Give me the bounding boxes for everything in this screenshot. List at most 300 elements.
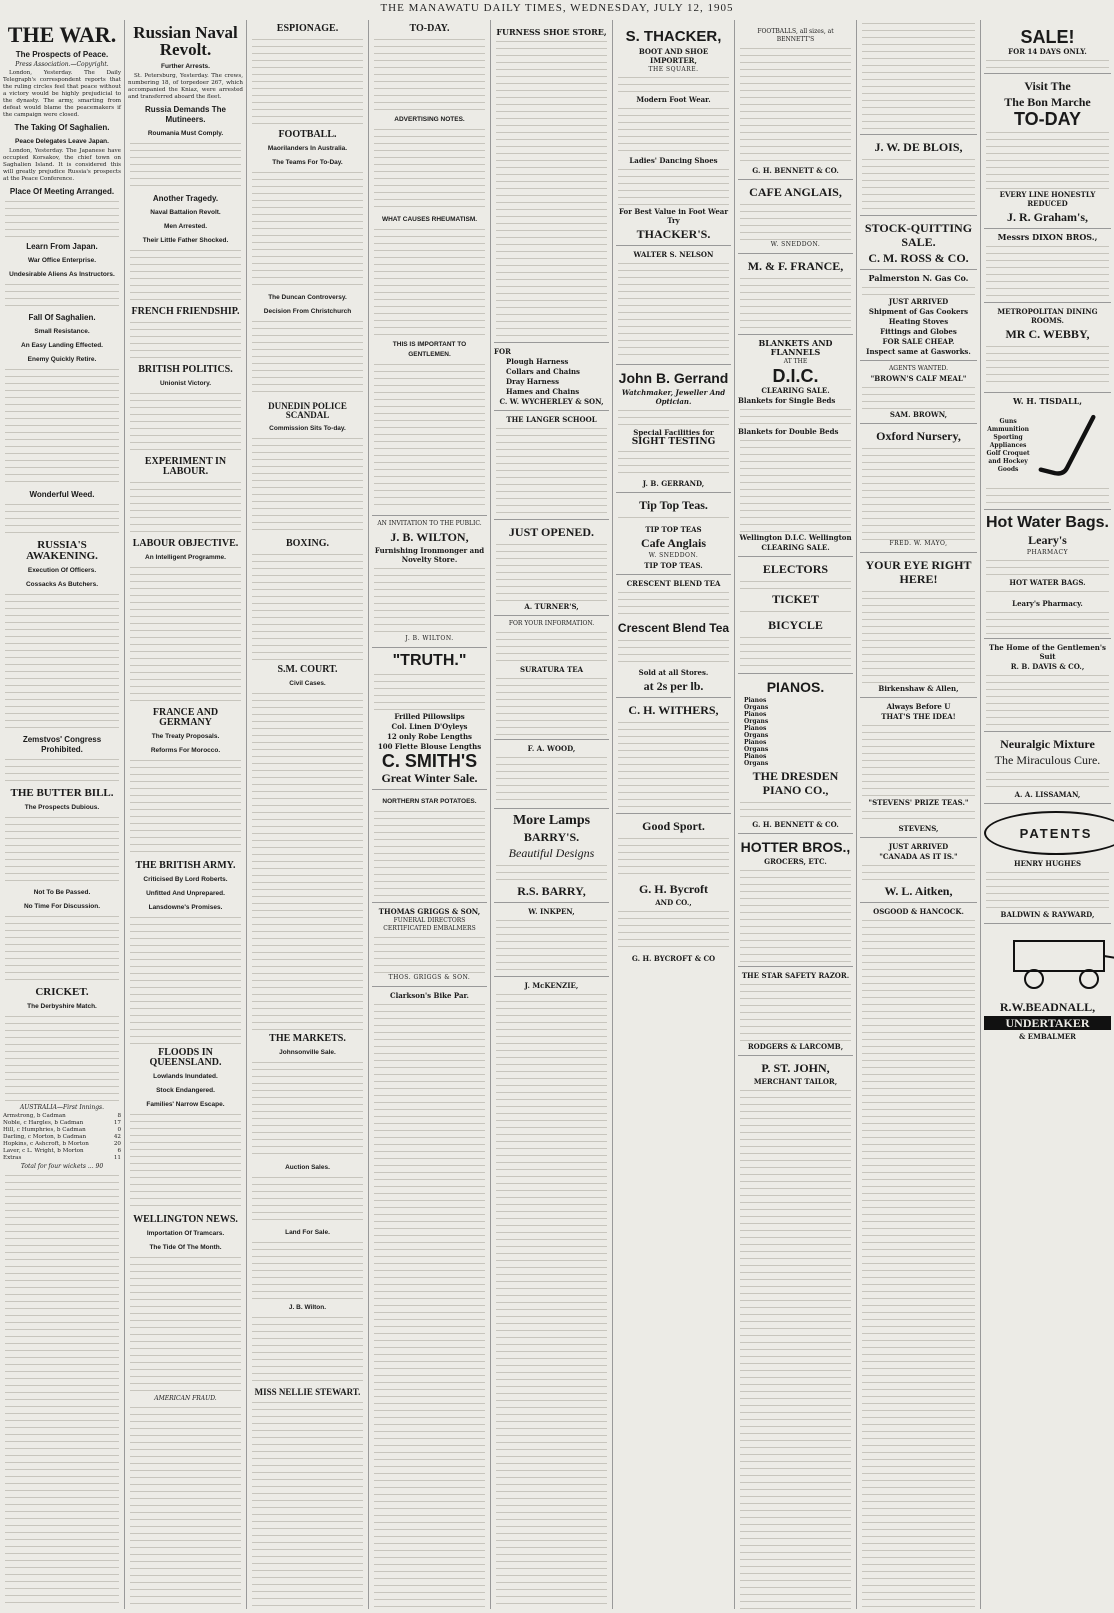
- ad-heading: FURNESS SHOE STORE,: [496, 27, 607, 37]
- advertisement: [616, 364, 731, 488]
- ad-heading: Neuralgic Mixture: [1000, 737, 1095, 751]
- text-block: [986, 869, 1109, 909]
- subheadline: The Prospects Dubious.: [24, 804, 100, 811]
- pianos-list-item: Organs: [744, 732, 769, 739]
- column-1: [0, 20, 124, 1609]
- advertisement: [860, 269, 977, 356]
- text-block: [374, 1001, 485, 1609]
- subheadline: Naval Battalion Revolt.: [150, 209, 221, 216]
- ad-heading: Tip Top Teas.: [639, 498, 708, 512]
- subheadline: ADVERTISING NOTES.: [394, 116, 465, 123]
- advertisement: [494, 739, 609, 804]
- ad-text: Inspect same at Gasworks.: [866, 347, 971, 356]
- ad-heading: D.I.C.: [772, 366, 819, 386]
- batsman-name: Noble, c Hargles, b Cadman: [3, 1120, 84, 1126]
- subheadline: Enemy Quickly Retire.: [27, 356, 97, 363]
- column-5: [490, 20, 612, 1609]
- ad-text: The Home of the Gentlemen's Suit: [988, 643, 1106, 661]
- text-block: [496, 862, 607, 882]
- advertisement: [616, 697, 731, 809]
- column-6: [612, 20, 734, 1609]
- ad-heading: C. SMITH'S: [381, 751, 478, 771]
- ad-heading: John B. Gerrand: [618, 370, 729, 386]
- ad-heading: OSGOOD & HANCOCK.: [873, 907, 964, 916]
- dateline: Press Association.—Copyright.: [15, 61, 109, 68]
- advertisement: [372, 647, 487, 785]
- article-title: THE BRITISH ARMY.: [135, 860, 236, 871]
- article-title: DUNEDIN POLICE SCANDAL: [268, 401, 347, 420]
- ad-text: SIGHT TESTING: [631, 437, 716, 447]
- ad-heading: J. B. GERRAND,: [642, 479, 705, 488]
- ad-heading: THE LANGER SCHOOL: [506, 415, 597, 424]
- advertisement: [738, 1055, 853, 1609]
- ad-heading: "TRUTH.": [392, 652, 467, 669]
- advertisement: [616, 813, 731, 963]
- subheadline: Undesirable Aliens As Instructors.: [9, 271, 115, 278]
- ad-text: Shipment of Gas Cookers: [868, 307, 969, 316]
- text-block: [740, 1087, 851, 1609]
- advertisement: [860, 902, 977, 1609]
- text-block: [618, 74, 729, 94]
- ad-text: EVERY LINE HONESTLY REDUCED: [999, 190, 1096, 208]
- text-block: [252, 169, 363, 289]
- text-block: [618, 908, 729, 953]
- ad-heading: A. TURNER'S,: [524, 602, 579, 611]
- advertisement: [860, 552, 977, 693]
- ad-text: 12 only Robe Lengths: [387, 732, 472, 741]
- text-block: [862, 588, 975, 683]
- ad-heading: Good Sport.: [642, 819, 705, 833]
- ad-heading: G. H. Bycroft: [638, 882, 709, 896]
- pianos-list-item: Organs: [744, 746, 769, 753]
- ad-heading: M. & F. FRANCE,: [747, 259, 844, 273]
- text-block: [130, 479, 241, 535]
- advertisement: [860, 423, 977, 548]
- text-block: [374, 934, 485, 974]
- ad-text: RODGERS & LARCOMB,: [747, 1042, 844, 1051]
- batsman-name: Hopkins, c Ashcroft, b Morton: [3, 1141, 89, 1147]
- advertisement: [738, 334, 853, 552]
- batsman-name: Laver, c L. Wright, b Morton: [3, 1148, 84, 1154]
- advertisement: [984, 302, 1111, 388]
- text-block: [740, 578, 851, 590]
- ad-heading: BARRY'S.: [523, 830, 580, 844]
- subheadline: Criticised By Lord Roberts.: [143, 876, 228, 883]
- table-row: [3, 1148, 121, 1155]
- ad-text: Hames and Chains: [506, 387, 580, 396]
- advertisement: [738, 179, 853, 249]
- ad-heading: Hot Water Bags.: [986, 514, 1109, 531]
- text-block: [130, 390, 241, 453]
- article-title: S.M. COURT.: [277, 664, 338, 675]
- ad-body: [984, 407, 1111, 485]
- subheadline: Commission Sits To-day.: [269, 425, 346, 432]
- advertisement: [372, 789, 487, 898]
- article-title: WELLINGTON NEWS.: [133, 1214, 238, 1225]
- subheadline: Unionist Victory.: [159, 380, 212, 387]
- ad-heading: W. H. TISDALL,: [1012, 396, 1083, 406]
- advertisement: [494, 24, 609, 338]
- text-block: [496, 38, 607, 338]
- ad-text: 100 Flette Blouse Lengths: [377, 742, 482, 751]
- ad-text: Collars and Chains: [506, 367, 581, 376]
- ad-heading: R.S. BARRY,: [517, 884, 586, 898]
- ad-heading: STOCK-QUITTING SALE.: [864, 221, 973, 249]
- text-block: [496, 675, 607, 735]
- article-title: THE MARKETS.: [269, 1033, 346, 1044]
- ad-heading: W. INKPEN,: [528, 907, 575, 916]
- ad-heading: C. W. WYCHERLEY & SON,: [499, 397, 604, 406]
- subheadline: Further Arrests.: [161, 63, 210, 70]
- pianos-list-item: Organs: [744, 760, 769, 767]
- batsman-runs: 42: [113, 1134, 121, 1140]
- advertisement: [860, 697, 977, 833]
- ad-heading: Crescent Blend Tea: [617, 621, 730, 635]
- ad-heading: J. B. WILTON,: [390, 530, 469, 544]
- ad-heading: G. H. BENNETT & CO.: [752, 166, 839, 175]
- advertisement: [738, 253, 853, 330]
- text-block: [862, 20, 975, 130]
- ad-heading: YOUR EYE RIGHT HERE!: [865, 558, 972, 586]
- article-title: FRANCE AND GERMANY: [152, 707, 219, 728]
- text-block: [5, 814, 119, 884]
- ad-text: JUST ARRIVED: [888, 297, 949, 306]
- ad-heading: Palmerston N. Gas Co.: [868, 273, 969, 283]
- ad-text: Frilled Pillowslips: [394, 712, 465, 721]
- text-block: [5, 591, 119, 731]
- advertisement: [984, 638, 1111, 727]
- headline: Wonderful Weed.: [29, 490, 95, 499]
- ad-text: TIP TOP TEAS: [645, 525, 702, 534]
- ad-heading: JUST ARRIVED: [888, 842, 949, 851]
- ad-heading: J. W. DE BLOIS,: [874, 140, 963, 154]
- text-block: [618, 719, 729, 809]
- advertisement: [860, 134, 977, 211]
- ad-heading: Birkenshaw & Allen,: [878, 684, 959, 693]
- advertisement: [372, 902, 487, 982]
- article-text: St. Petersburg, Yesterday. The crews, numbering 18, of torpedoer 267, which accompanied the Kniaz, were arrested and transferred aboard the fleet.: [128, 73, 243, 100]
- subheadline: An Easy Landing Effected.: [21, 342, 103, 349]
- advertisement: [984, 731, 1111, 799]
- text-block: [618, 166, 729, 206]
- subheadline: Johnsonville Sale.: [279, 1049, 336, 1056]
- subheadline: Roumania Must Comply.: [147, 130, 224, 137]
- headline: Place Of Meeting Arranged.: [9, 187, 115, 196]
- subheadline: THIS IS IMPORTANT TO GENTLEMEN.: [392, 341, 467, 358]
- ad-heading: Messrs DIXON BROS.,: [997, 232, 1098, 242]
- article-text: London, Yesterday. The Japanese have occupied Korsakov, the chief town on Saghalien Island. It is considered this will greatly prejudice Russia's prospects at the Peace Conference.: [3, 148, 121, 182]
- ad-text: "CANADA AS IT IS.": [879, 852, 958, 861]
- subheadline: The Derbyshire Match.: [27, 1003, 97, 1010]
- patents-logo-text: PATENTS: [1019, 825, 1093, 841]
- subheadline: Land For Sale.: [285, 1229, 330, 1236]
- text-block: [740, 799, 851, 819]
- text-block: [862, 445, 975, 540]
- text-block: [130, 914, 241, 1044]
- scorecard: [3, 1113, 121, 1162]
- text-block: [618, 105, 729, 155]
- subheadline: AMERICAN FRAUD.: [154, 1395, 217, 1402]
- text-block: [618, 448, 729, 478]
- text-block: [252, 551, 363, 661]
- text-block: [252, 1314, 363, 1384]
- ad-heading: SAM. BROWN,: [889, 410, 948, 419]
- article-title: CRICKET.: [35, 986, 89, 998]
- ad-heading: "BROWN'S CALF MEAL": [870, 374, 967, 383]
- advertisement: [738, 833, 853, 962]
- batsman-runs: 17: [113, 1120, 121, 1126]
- ad-text: Modern Foot Wear.: [636, 95, 711, 104]
- column-2: [124, 20, 246, 1609]
- subheadline: Maorilanders In Australia.: [267, 145, 348, 152]
- ad-text: AN INVITATION TO THE PUBLIC.: [377, 520, 482, 527]
- text-block: [618, 589, 729, 619]
- subheadline: Cossacks As Butchers.: [25, 581, 98, 588]
- ad-text: FOR SALE CHEAP.: [882, 337, 955, 346]
- article-title: FOOTBALL.: [278, 129, 337, 140]
- ad-heading: Leary's: [1028, 533, 1067, 547]
- ad-text: AND CO.,: [655, 898, 692, 907]
- ad-text: Guns Ammunition Sporting Appliances Golf Croquet and Hockey Goods: [986, 418, 1030, 473]
- advertisement: [984, 923, 1111, 1041]
- text-block: [496, 629, 607, 664]
- text-block: [740, 45, 851, 165]
- ad-heading: Great Winter Sale.: [381, 771, 478, 785]
- scorecard-heading: AUSTRALIA—First Innings.: [19, 1104, 105, 1111]
- text-block: [130, 1111, 241, 1211]
- subheadline: Small Resistance.: [34, 328, 90, 335]
- ad-signature: THOS. GRIGGS & SON.: [388, 974, 471, 981]
- text-block: [986, 557, 1109, 577]
- subheadline: Importation Of Tramcars.: [146, 1230, 225, 1237]
- table-row: [3, 1127, 121, 1134]
- ad-text: & EMBALMER: [1018, 1032, 1076, 1041]
- ad-text: AGENTS WANTED.: [888, 365, 949, 372]
- subheadline: Decision From Christchurch: [263, 308, 352, 315]
- text-block: [374, 361, 485, 511]
- ad-heading: MR C. WEBBY,: [1005, 327, 1090, 341]
- advertisement: [372, 515, 487, 643]
- ad-heading: SURATURA TEA: [520, 665, 583, 674]
- pianos-list: [738, 697, 853, 767]
- text-block: [618, 260, 729, 360]
- ad-heading: THACKER'S.: [636, 227, 711, 241]
- subheadline: An Intelligent Programme.: [145, 554, 226, 561]
- text-block: [986, 609, 1109, 634]
- text-block: [986, 57, 1109, 69]
- ad-heading: Always Before U: [886, 702, 951, 711]
- ad-heading: A. A. LISSAMAN,: [1014, 790, 1081, 799]
- ad-signature: FRED. W. MAYO,: [889, 540, 948, 547]
- advertisement: [494, 976, 609, 1609]
- text-block: [740, 275, 851, 330]
- text-block: [740, 981, 851, 1041]
- batsman-runs: 6: [117, 1148, 121, 1154]
- subheadline: Lowlands Inundated.: [153, 1073, 218, 1080]
- ad-heading: F. A. WOOD,: [527, 744, 576, 753]
- ad-signature: W. SNEDDON.: [770, 241, 821, 248]
- ad-heading: TO-DAY: [1013, 109, 1082, 129]
- subheadline: No Time For Discussion.: [23, 903, 101, 910]
- article-title: RUSSIA'S AWAKENING.: [26, 539, 98, 562]
- headline: Fall Of Saghalien.: [28, 313, 96, 322]
- pianos-list-item: Pianos: [744, 753, 767, 760]
- ad-heading: BALDWIN & RAYWARD,: [1000, 910, 1095, 919]
- headline: Another Tragedy.: [152, 194, 219, 203]
- ad-text: FOR: [494, 347, 511, 356]
- article-title: THE BUTTER BILL.: [10, 787, 114, 799]
- text-block: [740, 608, 851, 616]
- text-block: [986, 129, 1109, 189]
- text-block: [862, 917, 975, 1609]
- text-block: [496, 991, 607, 1609]
- advertisement: [984, 228, 1111, 298]
- patents-logo: [984, 811, 1114, 855]
- column-7: [734, 20, 856, 1609]
- subheadline: WHAT CAUSES RHEUMATISM.: [381, 216, 478, 223]
- advertisement: [860, 360, 977, 419]
- text-block: [252, 1059, 363, 1159]
- batsman-name: Hill, c Humphries, b Cadman: [3, 1127, 86, 1133]
- ad-heading: R. B. DAVIS & CO.,: [1010, 662, 1085, 671]
- advertisement: [984, 392, 1111, 505]
- advertisement: [616, 24, 731, 241]
- text-block: [374, 126, 485, 211]
- ad-heading: METROPOLITAN DINING ROOMS.: [997, 307, 1098, 325]
- ad-heading: R.W.BEADNALL,: [999, 1000, 1096, 1014]
- batsman-runs: 8: [117, 1113, 121, 1119]
- pianos-list-item: Pianos: [744, 739, 767, 746]
- text-block: [986, 588, 1109, 598]
- text-block: [130, 140, 241, 190]
- ad-heading: THE STAR SAFETY RAZOR.: [741, 971, 850, 980]
- masthead: THE MANAWATU DAILY TIMES, WEDNESDAY, JULY 12, 1905: [380, 2, 734, 14]
- advertisement: [494, 902, 609, 972]
- text-block: [5, 1172, 119, 1609]
- advertisement: [616, 245, 731, 360]
- text-block: [130, 1254, 241, 1394]
- advertisement: [984, 803, 1111, 919]
- article-title: FLOODS IN QUEENSLAND.: [149, 1047, 222, 1068]
- text-block: [252, 36, 363, 126]
- batsman-name: Extras: [3, 1155, 22, 1161]
- batsman-runs: 0: [117, 1127, 121, 1133]
- ad-heading: TICKET: [772, 592, 819, 606]
- ad-text: FUNERAL DIRECTORS CERTIFICATED EMBALMERS: [383, 917, 476, 932]
- text-block: [986, 343, 1109, 388]
- text-block: [986, 672, 1109, 727]
- ad-heading: Beautiful Designs: [508, 846, 595, 860]
- text-block: [252, 435, 363, 535]
- article-title: BRITISH POLITICS.: [138, 364, 233, 375]
- text-block: [374, 226, 485, 336]
- advertisement: [984, 509, 1111, 634]
- ad-heading: PIANOS.: [766, 679, 825, 695]
- ad-text: MERCHANT TAILOR,: [753, 1077, 838, 1086]
- text-block: [130, 564, 241, 704]
- article-title: TO-DAY.: [409, 23, 450, 34]
- ad-text: GROCERS, ETC.: [764, 857, 827, 866]
- text-block: [5, 366, 119, 486]
- text-block: [986, 485, 1109, 505]
- text-block: [740, 201, 851, 241]
- ad-text: CLEARING SALE.: [761, 543, 830, 552]
- subheadline: The Duncan Controversy.: [268, 294, 347, 301]
- column-3: [246, 20, 368, 1609]
- subheadline: Their Little Father Shocked.: [142, 237, 229, 244]
- subheadline: Families' Narrow Escape.: [146, 1101, 225, 1108]
- advertisement: [984, 73, 1111, 224]
- column-8: [856, 20, 980, 1609]
- ad-signature: J. B. WILTON.: [405, 635, 454, 642]
- table-row: [3, 1134, 121, 1141]
- ad-text: AT THE: [783, 358, 808, 365]
- ad-heading: CAFE ANGLAIS,: [749, 185, 842, 199]
- ad-heading: C. H. WITHERS,: [628, 703, 719, 717]
- advertisement: [860, 837, 977, 898]
- ad-heading: SALE!: [1020, 27, 1075, 47]
- ad-heading: ELECTORS: [762, 562, 829, 576]
- ad-heading: THOMAS GRIGGS & SON,: [378, 907, 481, 916]
- ad-heading: UNDERTAKER: [984, 1016, 1111, 1030]
- subheadline: The Treaty Proposals.: [151, 733, 220, 740]
- ad-text: Special Facilities for: [633, 428, 714, 437]
- subheadline: The Tide Of The Month.: [149, 1244, 222, 1251]
- subheadline: Men Arrested.: [163, 223, 208, 230]
- text-block: [862, 808, 975, 823]
- text-block: [5, 1013, 119, 1103]
- batsman-runs: 20: [113, 1141, 121, 1147]
- table-row: [3, 1141, 121, 1148]
- text-block: [986, 769, 1109, 789]
- hockey-stick-icon: [1032, 411, 1111, 481]
- advertisement: [738, 966, 853, 1051]
- advertisement: [494, 342, 609, 406]
- pianos-list-item: Organs: [744, 704, 769, 711]
- pianos-list-item: Organs: [744, 718, 769, 725]
- text-block: [740, 867, 851, 962]
- text-block: [496, 541, 607, 601]
- article-title: Russian Naval Revolt.: [133, 23, 238, 59]
- batsman-name: Darling, c Morton, b Cadman: [3, 1134, 87, 1140]
- advertisement: [738, 24, 853, 175]
- ad-heading: Oxford Nursery,: [876, 429, 961, 443]
- ad-text: Fittings and Globes: [880, 327, 957, 336]
- article-text: London, Yesterday. The Daily Telegraph's correspondent reports that the ruling circles feel that peace without a victory would be highly prejudicial to the dynasty. The army, smarting from defeat would blame the peacemakers if the campaign were closed.: [3, 70, 121, 118]
- ad-text: G. H. BENNETT & CO.: [752, 820, 839, 829]
- advertisement: [738, 556, 853, 669]
- subheadline: War Office Enterprise.: [27, 257, 97, 264]
- ad-text: Sold at all Stores.: [638, 668, 709, 677]
- ad-text: Blankets for Double Beds: [738, 427, 839, 436]
- text-block: [740, 634, 851, 669]
- text-block: [252, 1399, 363, 1609]
- text-block: [252, 1239, 363, 1299]
- text-block: [986, 243, 1109, 298]
- ad-heading: Leary's Pharmacy.: [1012, 599, 1083, 608]
- text-block: [130, 1404, 241, 1609]
- text-block: [862, 862, 975, 882]
- text-block: [374, 36, 485, 111]
- ad-heading: at 2s per lb.: [643, 679, 704, 693]
- text-block: [5, 501, 119, 536]
- article-title: EXPERIMENT IN LABOUR.: [144, 456, 227, 477]
- batsman-runs: 11: [113, 1155, 121, 1161]
- ad-text: "STEVENS' PRIZE TEAS.": [868, 798, 969, 807]
- ad-text: Heating Stoves: [888, 317, 949, 326]
- headline: The Prospects of Peace.: [15, 50, 109, 59]
- ad-heading: The Bon Marche: [1004, 95, 1091, 109]
